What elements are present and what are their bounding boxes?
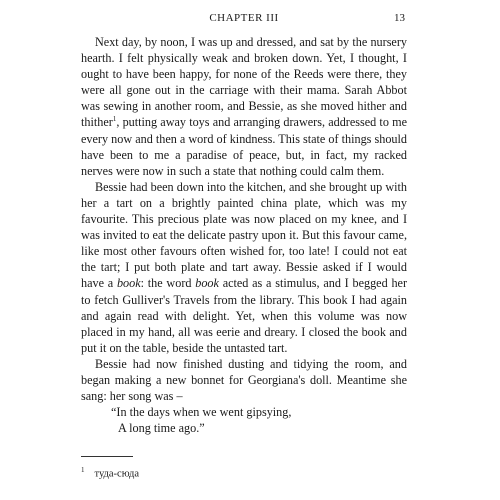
footnote-divider [81,456,133,457]
footnote [81,466,407,480]
paragraph-1-text-a: Next day, by noon, I was up and dressed, and sat by the nursery hearth. I felt physically weak and broken down. Yet, I thought, I ought to have been happy, for none of the Reeds were there, they were all gone out in the carriage with their mama. Sarah Abbot was sewing in another room, and Bessie, as she moved hither and thither [81,35,407,130]
emphasis-book-2: book [195,276,219,291]
verse-line-2: A long time ago.” [118,421,205,436]
page-number: 13 [394,12,405,24]
body-text [81,34,407,436]
paragraph-2-text-a: Bessie had been down into the kitchen, and she brought up with her a tart on a brightly painted china plate, which was my favourite. This precious plate was now placed on my knee, and I was invited to eat the delicate pastry upon it. But this favour came, like most other favours often wished for, too late! I could not eat the tart; I put both plate and tart away. Bessie asked if I would have a [81,179,407,291]
paragraph-2 [81,179,407,356]
paragraph-1 [81,34,407,179]
chapter-heading: CHAPTER III [209,12,279,24]
emphasis-book: book [116,276,141,291]
running-head [81,10,407,28]
paragraph-2-text-c: acted as a stimulus, and I begged her to fetch Gulliver's Travels from the library. This book I had again and again read with delight. Yet, when this volume was now placed in my hand, all was eerie and dreary. I closed the book and put it on the table, beside the untasted tart. [81,276,408,355]
footnote-reference: 1 [112,115,117,124]
footnote-text: туда-сюда [94,468,140,480]
paragraph-2-text-b: : the word [140,276,196,291]
song-verse [111,404,407,436]
footnote-mark: 1 [81,466,85,475]
book-page [81,10,407,492]
verse-line-1: “In the days when we went gipsying, [111,405,292,420]
paragraph-3: Bessie had now finished dusting and tidying the room, and began making a new bonnet for Georgiana's doll. Meantime she sang: her song was – [81,356,407,404]
paragraph-1-text-b: , putting away toys and arranging drawers, addressed to me every now and then a word of kindness. This state of things should have been to me a paradise of peace, but, in fact, my racked nerves were now in such a state that nothing could calm them. [81,115,407,178]
